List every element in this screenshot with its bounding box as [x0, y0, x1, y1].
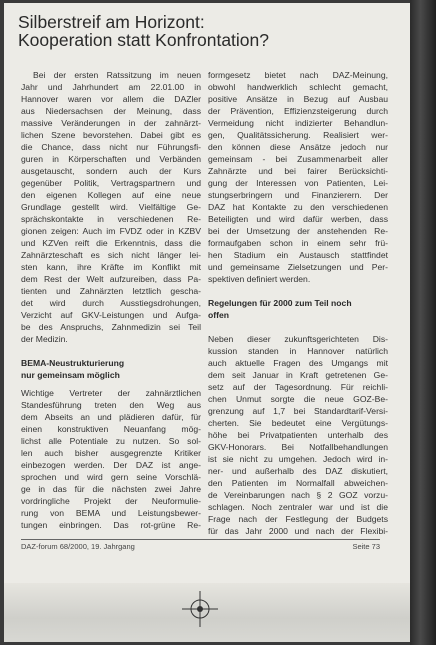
body-text-line: positive Ansätze in Bezug auf Ausbau	[208, 94, 388, 104]
body-text-line: den eigenen Kollegen auf eine neue	[21, 190, 201, 200]
body-text-line: einen konstruktiven Neuanfang mög-	[21, 424, 201, 434]
body-text-line: spektiven definiert werden.	[208, 274, 311, 284]
body-text-line: Bei der ersten Ratssitzung im neuen	[33, 70, 201, 80]
left-column	[21, 69, 201, 531]
body-text-line: einbezogen werden. Der DAZ ist ange-	[21, 460, 201, 470]
body-text-line: obwohl handwerklich schlecht gemacht,	[208, 82, 388, 92]
footer-page-number: Seite 73	[352, 542, 380, 551]
body-text-line: Hannover waren vor allem die DAZler	[21, 94, 201, 104]
body-text-line: stungserbringern und Finanzierern. Der	[208, 190, 388, 200]
body-text-line: sprächskontakte in verschiedenen Re-	[21, 214, 201, 224]
body-text-line: gemeinsam - bei Zusammenarbeit aller	[208, 154, 388, 164]
body-text-line: auch aktuelle Fragen des Umgangs mit	[208, 358, 388, 368]
body-text-line: chen Unmut sorgte die neue GOZ-Be-	[208, 394, 388, 404]
body-text-line: Zahnärzteschaft es sich nicht länger lei-	[21, 250, 201, 260]
paragraph-gap	[21, 345, 201, 357]
body-text-line: kussion standen in Hannover natürlich	[208, 346, 388, 356]
body-text-line: ner- und außerhalb des DAZ diskutiert,	[208, 466, 388, 476]
body-text-line: lichen Szene bevorstehen. Dabei gibt es	[21, 130, 201, 140]
section-heading-line: offen	[208, 310, 230, 320]
body-text-line: det wird durch Ausstiegsdrohungen,	[21, 298, 201, 308]
body-text-line: sten kann, ihre Kräfte im Konflikt mit	[21, 262, 201, 272]
body-text-line: Beteiligten und wird dafür werben, dass	[208, 214, 388, 224]
body-text-line: der Medizin.	[21, 334, 68, 344]
section-heading-line: Regelungen für 2000 zum Teil noch	[208, 298, 352, 308]
article-title	[18, 13, 398, 49]
body-text-line: sprochen und wird gern seine Vorschlä-	[21, 472, 201, 482]
body-text-line: Standesführung treten den Weg aus	[21, 400, 201, 410]
body-text-line: cherten. Sie bedeutet eine Vergütungs-	[208, 418, 388, 428]
body-text-line: Wichtige Vertreter der zahnärztlichen	[21, 388, 201, 398]
body-text-line: der Prävention, Effizienzsteigerung durch	[208, 106, 388, 116]
body-text-line: den Patienten im Normalfall abweichen-	[208, 478, 388, 488]
body-text-line: für das Jahr 2000 und nach der Flexibi-	[208, 526, 388, 536]
title-line-1: Silberstreif am Horizont:	[18, 12, 205, 32]
body-text-line: schlagen. Noch zentraler war und ist die	[208, 502, 388, 512]
body-text-line: höhe bei Privatpatienten unterhalb des	[208, 430, 388, 440]
body-text-line: den können diese Ansätze jedoch nur	[208, 142, 388, 152]
body-text-line: tienten und Zahnärzten letztlich gescha-	[21, 286, 201, 296]
body-text-line: dem seit Januar in Kraft getretenen Ge-	[208, 370, 388, 380]
section-heading-line: nur gemeinsam möglich	[21, 370, 120, 380]
body-text-line: Frage nach der Festlegung der Budgets	[208, 514, 388, 524]
body-text-line: grenzung auf 1,7 bei Standardtarif-Versi-	[208, 406, 388, 416]
body-text-line: bei der Umsetzung der anstehenden Re-	[208, 226, 388, 236]
body-text-line: ausgetauscht, sondern auch der Kurs	[21, 166, 201, 176]
body-text-line: de Vereinbarungen nach § 2 GOZ vorzu-	[208, 490, 388, 500]
footer-publication: DAZ-forum 68/2000, 19. Jahrgang	[21, 542, 135, 551]
body-text-line: Neben dieser zukunftsgerichteten Dis-	[208, 334, 388, 344]
body-text-line: Jahr und Jahrhundert am 22.01.00 in	[21, 82, 201, 92]
body-text-line: dem Abseits an und plädieren dafür, für	[21, 412, 201, 422]
body-text-line: die Chance, dass nicht nur Führungsfi-	[21, 142, 201, 152]
body-text-line: rung von BEMA und Leistungsbewer-	[21, 508, 201, 518]
right-column	[208, 69, 388, 537]
body-text-line: gionen zeigen: Auch im FVDZ oder in KZBV	[21, 226, 201, 236]
body-text-line: aus Niedersachsen der Meinung, dass	[21, 106, 201, 116]
body-text-line: massive Veränderungen in der zahnärzt-	[21, 118, 201, 128]
body-text-line: setz auf der Tagesordnung. Für reichli-	[208, 382, 388, 392]
body-text-line: formaufgaben schon in einem sehr frü-	[208, 238, 388, 248]
body-text-line: Vermeidung nicht indizierter Behandlun-	[208, 118, 388, 128]
crosshair-registration-icon	[180, 589, 220, 629]
body-text-line: GKV-Honorars. Bei Notfallbehandlungen	[208, 442, 388, 452]
body-text-line: dem Rest der Welt aufzureiben, dass Pa-	[21, 274, 201, 284]
title-line-2: Kooperation statt Konfrontation?	[18, 30, 270, 50]
body-text-line: ist sie nicht zu umgehen. Jedoch wird in-	[208, 454, 388, 464]
body-text-line: tungen einbringen. Das rot-grüne Re-	[21, 520, 201, 530]
body-text-line: gegenüber Politik, Vertragspartnern und	[21, 178, 201, 188]
body-text-line: formgesetz bietet nach DAZ-Meinung,	[208, 70, 388, 80]
body-text-line: ge in das für die nächsten zwei Jahre	[21, 484, 201, 494]
body-text-line: guren in Körperschaften und Verbänden	[21, 154, 201, 164]
scan-dark-edge	[410, 0, 436, 645]
body-text-line: len auch bisher ausgegrenzte Kritiker	[21, 448, 201, 458]
body-text-line: gung der Interessen von Patienten, Lei-	[208, 178, 388, 188]
body-text-line: lichst alle Potentiale zu nutzen. So sol-	[21, 436, 201, 446]
paragraph-gap	[208, 285, 388, 297]
body-text-line: vordringliche Projekt der Neuformulie-	[21, 496, 201, 506]
body-text-line: gen, Qualitätssicherung. Realisiert wer-	[208, 130, 388, 140]
body-text-line: und gemeinsame Zielsetzungen und Per-	[208, 262, 388, 272]
document-page	[4, 3, 410, 642]
body-text-line: DAZ hat Kontakte zu den verschiedenen	[208, 202, 388, 212]
paragraph-gap	[208, 321, 388, 333]
section-heading-line: BEMA-Neustrukturierung	[21, 358, 125, 368]
body-text-line: und KZVen reift die Erkenntnis, dass die	[21, 238, 201, 248]
body-text-line: Grundlage gestellt wird. Vielfältige Ge-	[21, 202, 201, 212]
body-text-line: Verzicht auf GKV-Leistungen und Aufga-	[21, 310, 201, 320]
body-text-line: be des Anspruchs, Zahnmedizin sei Teil	[21, 322, 201, 332]
footer-rule	[21, 539, 380, 540]
body-text-line: hen Stadium ein Austausch stattfindet	[208, 250, 388, 260]
body-text-line: Zahnärzte und bei fairer Berücksichti-	[208, 166, 388, 176]
